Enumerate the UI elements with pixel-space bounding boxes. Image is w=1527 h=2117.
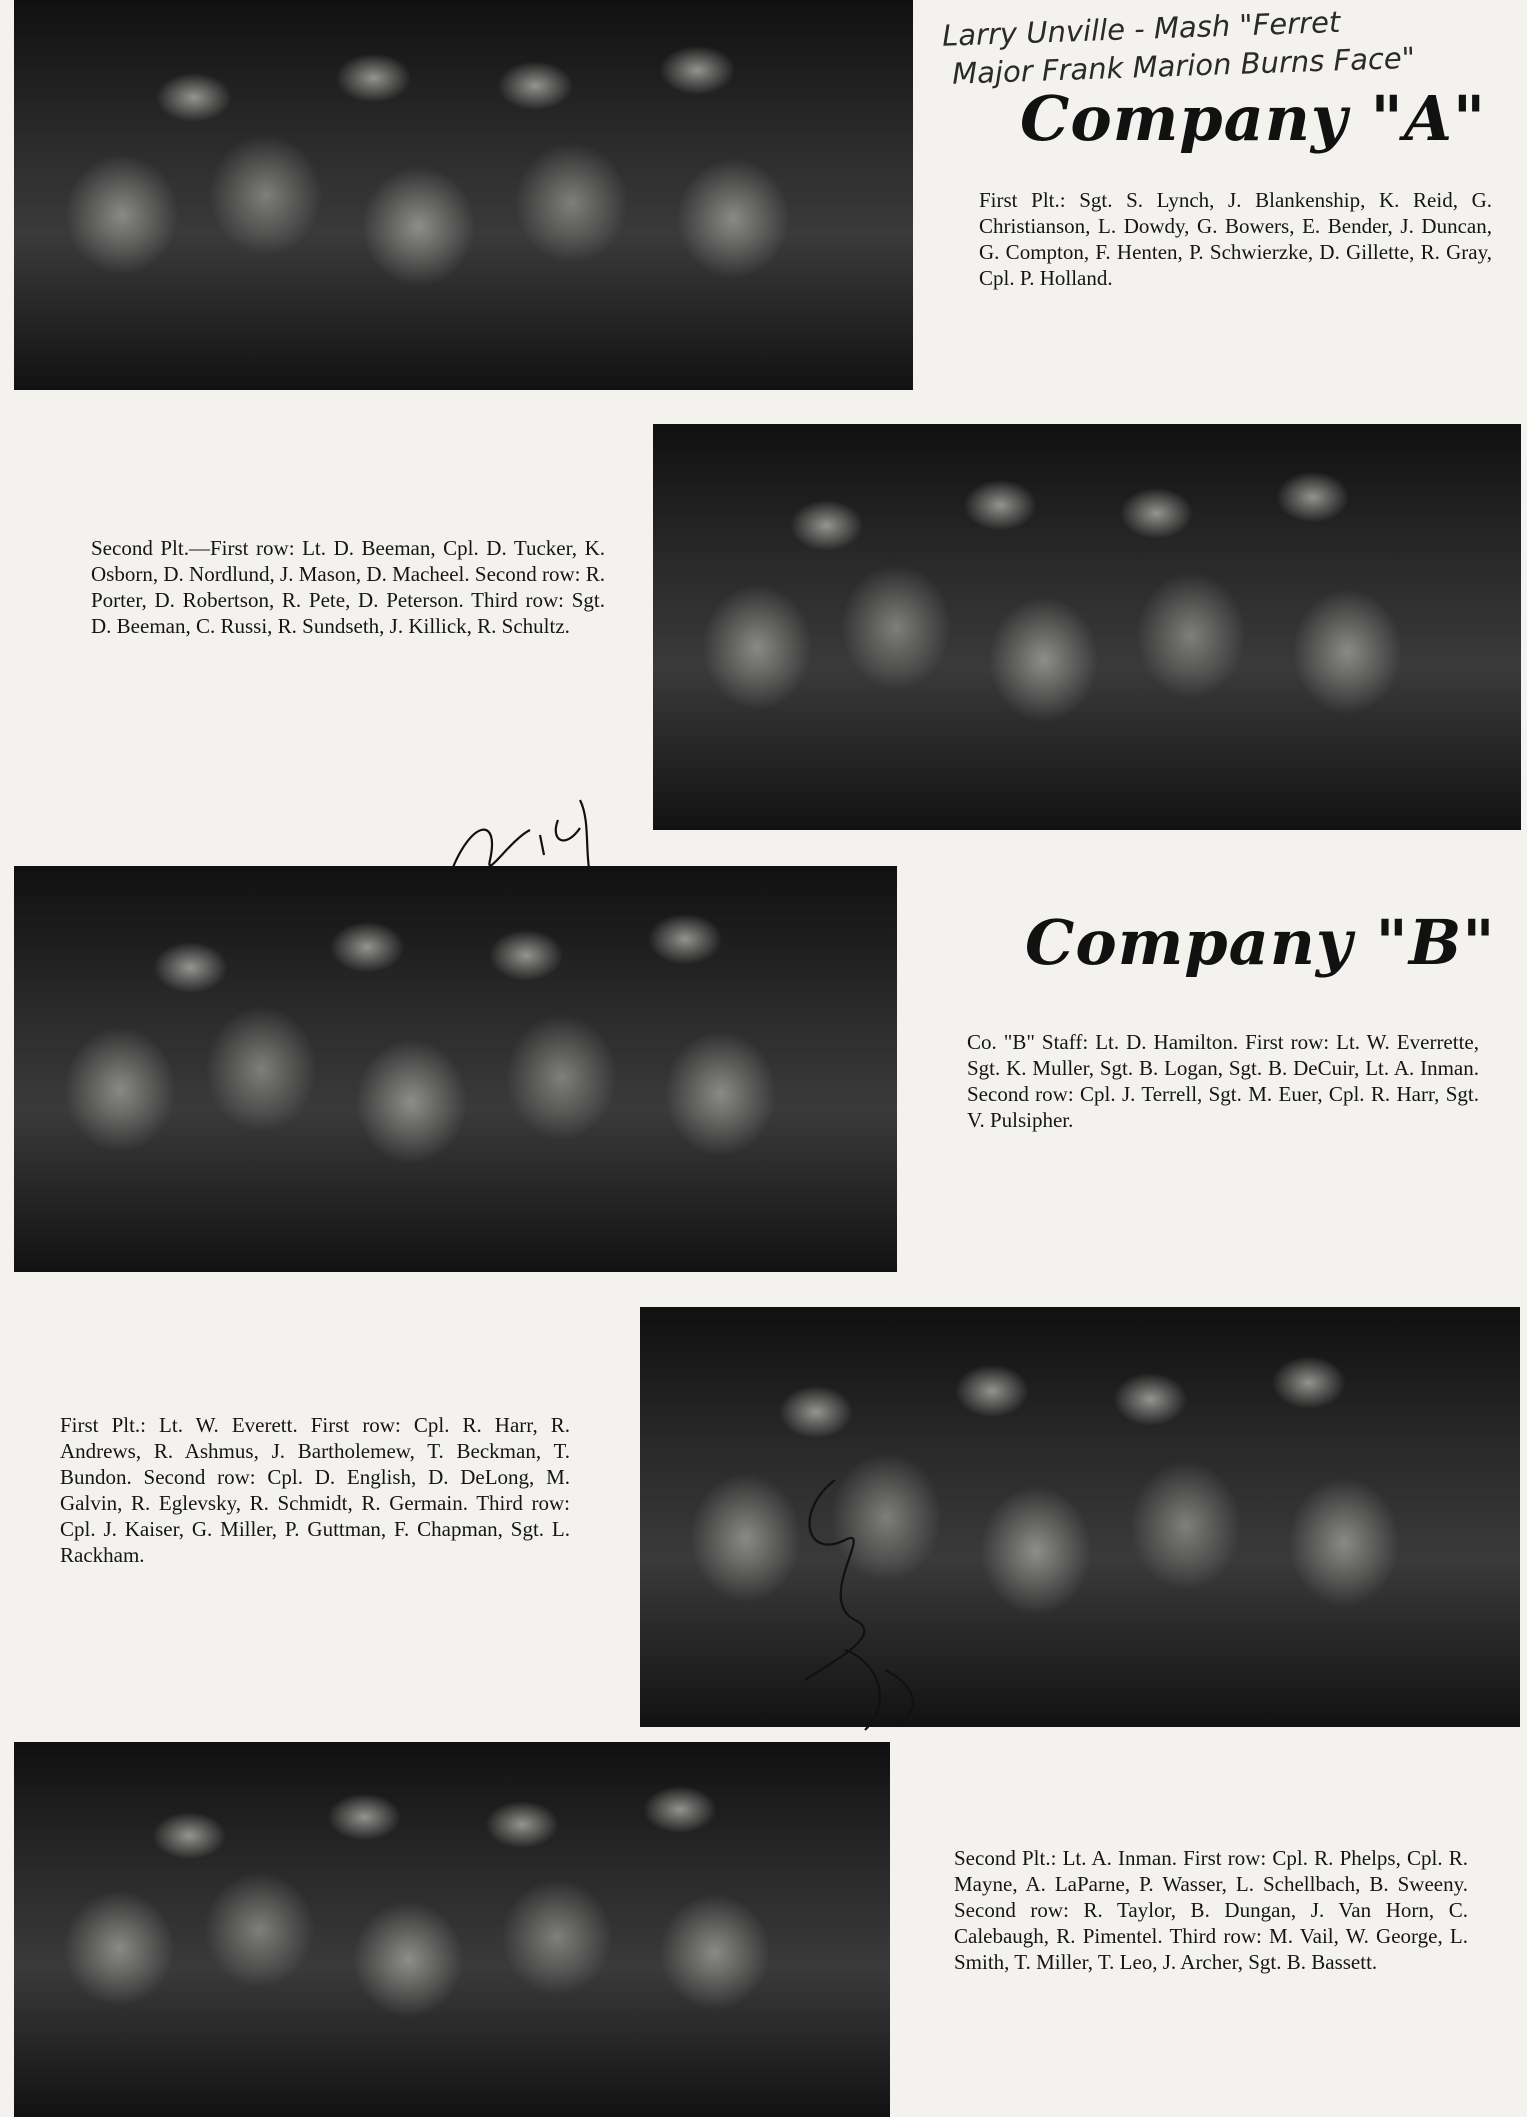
company-a-heading: Company "A" bbox=[1020, 82, 1487, 155]
company-a-second-platoon-photo bbox=[653, 424, 1521, 830]
company-b-second-platoon-caption: Second Plt.: Lt. A. Inman. First row: Cpl. R. Phelps, Cpl. R. Mayne, A. LaParne, P. Wasser, L. Schellbach, B. Sweeny. Second row: R. Taylor, B. Dungan, J. Van Horn, C. Calebaugh, R. Pimentel. Third row: M. Vail, W. George, L. Smith, T. Miller, T. Leo, J. Archer, Sgt. B. Bassett. bbox=[954, 1846, 1468, 1974]
company-b-heading: Company "B" bbox=[1025, 906, 1496, 979]
handwritten-note-line-2: Major Frank Marion Burns Face" bbox=[951, 40, 1416, 91]
company-a-first-platoon-caption: First Plt.: Sgt. S. Lynch, J. Blankenship, K. Reid, G. Christianson, L. Dowdy, G. Bowers, E. Bender, J. Duncan, G. Compton, F. Henten, P. Schwierzke, D. Gillette, R. Gray, Cpl. P. Holland. bbox=[979, 188, 1492, 290]
company-b-staff-caption: Co. "B" Staff: Lt. D. Hamilton. First row: Lt. W. Everrette, Sgt. K. Muller, Sgt. B. Logan, Sgt. B. DeCuir, Lt. A. Inman. Second row: Cpl. J. Terrell, Sgt. M. Euer, Cpl. R. Harr, Sgt. V. Pulsipher. bbox=[967, 1030, 1479, 1132]
company-b-staff-photo bbox=[14, 866, 897, 1272]
company-b-second-platoon-photo bbox=[14, 1742, 890, 2117]
company-b-first-platoon-caption: First Plt.: Lt. W. Everett. First row: Cpl. R. Harr, R. Andrews, R. Ashmus, J. Bartholemew, T. Beckman, T. Bundon. Second row: Cpl. D. English, D. DeLong, M. Galvin, R. Eglevsky, R. Schmidt, R. Germain. Third row: Cpl. J. Kaiser, G. Miller, P. Guttman, F. Chapman, Sgt. L. Rackham. bbox=[60, 1413, 570, 1567]
handwritten-note-line-1: Larry Unville - Mash "Ferret bbox=[941, 4, 1341, 53]
company-a-first-platoon-photo bbox=[14, 0, 913, 390]
company-a-second-platoon-caption: Second Plt.—First row: Lt. D. Beeman, Cpl. D. Tucker, K. Osborn, D. Nordlund, J. Mason, D. Macheel. Second row: R. Porter, D. Robertson, R. Pete, D. Peterson. Third row: Sgt. D. Beeman, C. Russi, R. Sundseth, J. Killick, R. Schultz. bbox=[91, 536, 605, 638]
company-b-first-platoon-photo bbox=[640, 1307, 1520, 1727]
